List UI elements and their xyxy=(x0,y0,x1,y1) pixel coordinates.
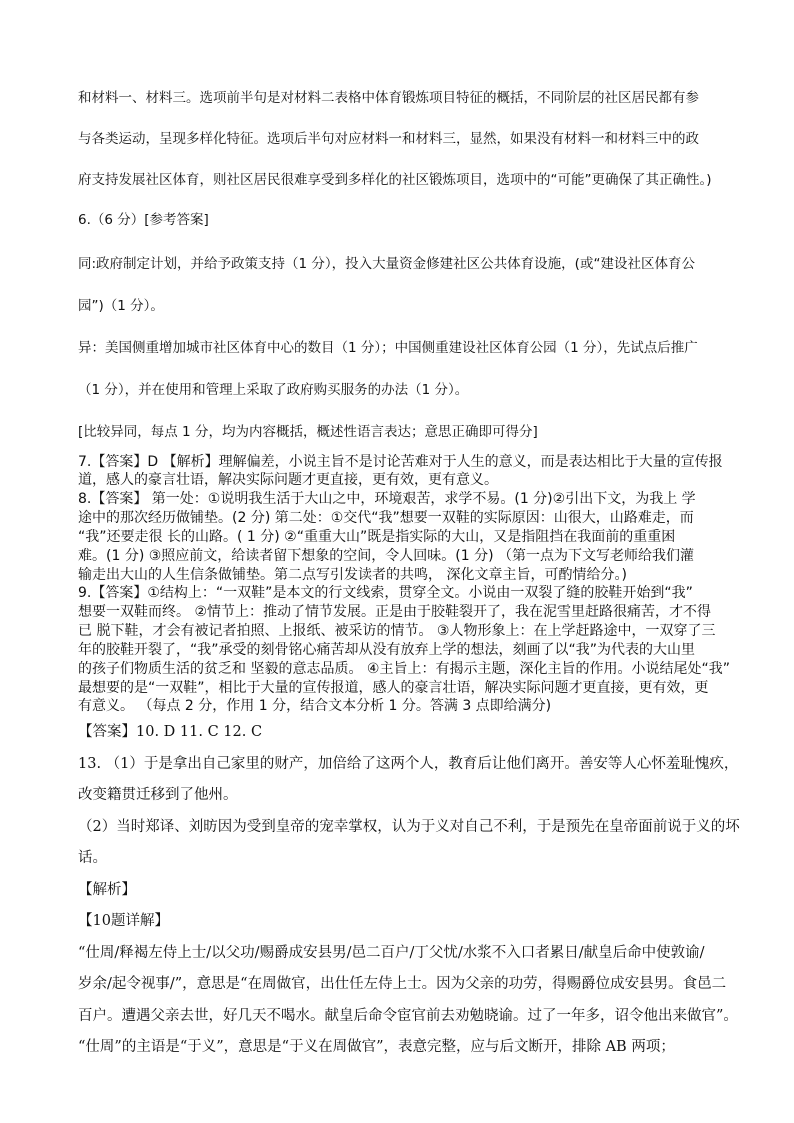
text-line: 岁余/起令视事/”，意思是“在周做官，出仕任左侍上士。因为父亲的功劳，得赐爵位成安县男。食邑二 xyxy=(78,976,727,992)
text-line: 与各类运动，呈现多样化特征。选项后半句对应材料一和材料三，显然，如果没有材料一和材料三中的政 xyxy=(78,131,699,147)
q10-heading: 【10题详解】 xyxy=(78,913,169,929)
text-line: 园”)（1 分）。 xyxy=(78,298,164,314)
answer-13: 13. （1）于是拿出自己家里的财产，加倍给了这两个人，教育后让他们离开。善安等人心怀羞耻愧疚， xyxy=(78,756,739,772)
text-line: 的孩子们物质生活的贫乏和 坚毅的意志品质。 ④主旨上：有揭示主题，深化主旨的作用。小说结尾处“我” xyxy=(78,661,730,677)
text-line: 年的胶鞋开裂了，“我”承受的刻骨铭心痛苦却从没有放弃上学的想法，刻画了以“我”为代表的大山里 xyxy=(78,642,696,658)
text-line: 改变籍贯迁移到了他州。 xyxy=(78,787,238,803)
answer-9: 9.【答案】①结构上：“一双鞋”是本文的行文线索，贯穿全文。小说由一双裂了缝的胶鞋开始到“我” xyxy=(78,585,693,601)
analysis-heading: 【解析】 xyxy=(78,882,136,898)
text-line: 异：美国侧重增加城市社区体育中心的数目（1 分）；中国侧重建设社区体育公园（1 分），先试点后推广 xyxy=(78,340,698,356)
text-line: 话。 xyxy=(78,850,107,866)
question-6-header: 6.（6 分）[参考答案] xyxy=(78,212,209,228)
text-line: 同:政府制定计划，并给予政策支持（1 分），投入大量资金修建社区公共体育设施，(或“建设社区体育公 xyxy=(78,256,695,272)
text-line: “我”还要走很 长的山路。( 1 分) ②“重重大山”既是指实际的大山，又是指阻挡在我面前的重重困 xyxy=(78,529,676,545)
text-line: 途中的那次经历做铺垫。(2 分) 第二处：①交代“我”想要一双鞋的实际原因：山很大，山路难走，而 xyxy=(78,510,694,526)
grading-note: [比较异同，每点 1 分，均为内容概括，概述性语言表达；意思正确即可得分] xyxy=(78,424,538,440)
text-line: 百户。遭遇父亲去世，好几天不喝水。献皇后命令宦官前去劝勉晓谕。过了一年多，诏令他出来做官”。 xyxy=(78,1008,738,1024)
text-line: “仕周”的主语是“于义”，意思是“于义在周做官”，表意完整，应与后文断开，排除 AB 两项； xyxy=(78,1039,675,1055)
text-line: 难。(1 分) ③照应前文，给读者留下想象的空间，令人回味。(1 分) （第一点为下文写老师给我们灌 xyxy=(78,548,695,564)
text-line: 和材料一、材料三。选项前半句是对材料二表格中体育锻炼项目特征的概括，不同阶层的社区居民都有参 xyxy=(78,90,699,106)
answer-7: 7.【答案】D 【解析】理解偏差，小说主旨不是讨论苦难对于人生的意义，而是表达相比于大量的宣传报 xyxy=(78,454,723,470)
text-line: （1 分），并在使用和管理上采取了政府购买服务的办法（1 分）。 xyxy=(78,382,469,398)
text-line: 想要一双鞋而终。 ②情节上：推动了情节发展。正是由于胶鞋裂开了，我在泥雪里赶路很痛苦，才不得 xyxy=(78,604,711,620)
answer-8: 8.【答案】 第一处：①说明我生活于大山之中，环境艰苦，求学不易。(1 分)②引出下文，为我上 学 xyxy=(78,491,696,507)
answers-10-12: 【答案】10. D 11. C 12. C xyxy=(78,724,263,740)
text-line: 输走出大山的人生信条做铺垫。第二点写引发读者的共鸣， 深化文章主旨，可酌情给分。) xyxy=(78,567,627,583)
text-line: 最想要的是“一双鞋”，相比于大量的宣传报道，感人的豪言壮语，解决实际问题才更直接，更有效，更 xyxy=(78,680,709,696)
text-line: 府支持发展社区体育，则社区居民很难享受到多样化的社区锻炼项目，选项中的“可能”更确保了其正确性。) xyxy=(78,172,712,188)
text-line: “仕周/释褐左侍上士/以父功/赐爵成安县男/邑二百户/丁父忧/水浆不入口者累日/献皇后命中使敦谕/ xyxy=(78,945,705,961)
text-line: 已 脱下鞋，才会有被记者拍照、上报纸、被采访的情节。 ③人物形象上：在上学赶路途中，一双穿了三 xyxy=(78,623,716,639)
text-line: （2）当时郑译、刘昉因为受到皇帝的宠幸掌权，认为于义对自己不利，于是预先在皇帝面前说于义的坏 xyxy=(78,819,740,835)
text-line: 有意义。 （每点 2 分，作用 1 分，结合文本分析 1 分。答满 3 点即给满分) xyxy=(78,698,552,714)
text-line: 道，感人的豪言壮语，解决实际问题才更直接，更有效，更有意义。 xyxy=(78,472,498,488)
